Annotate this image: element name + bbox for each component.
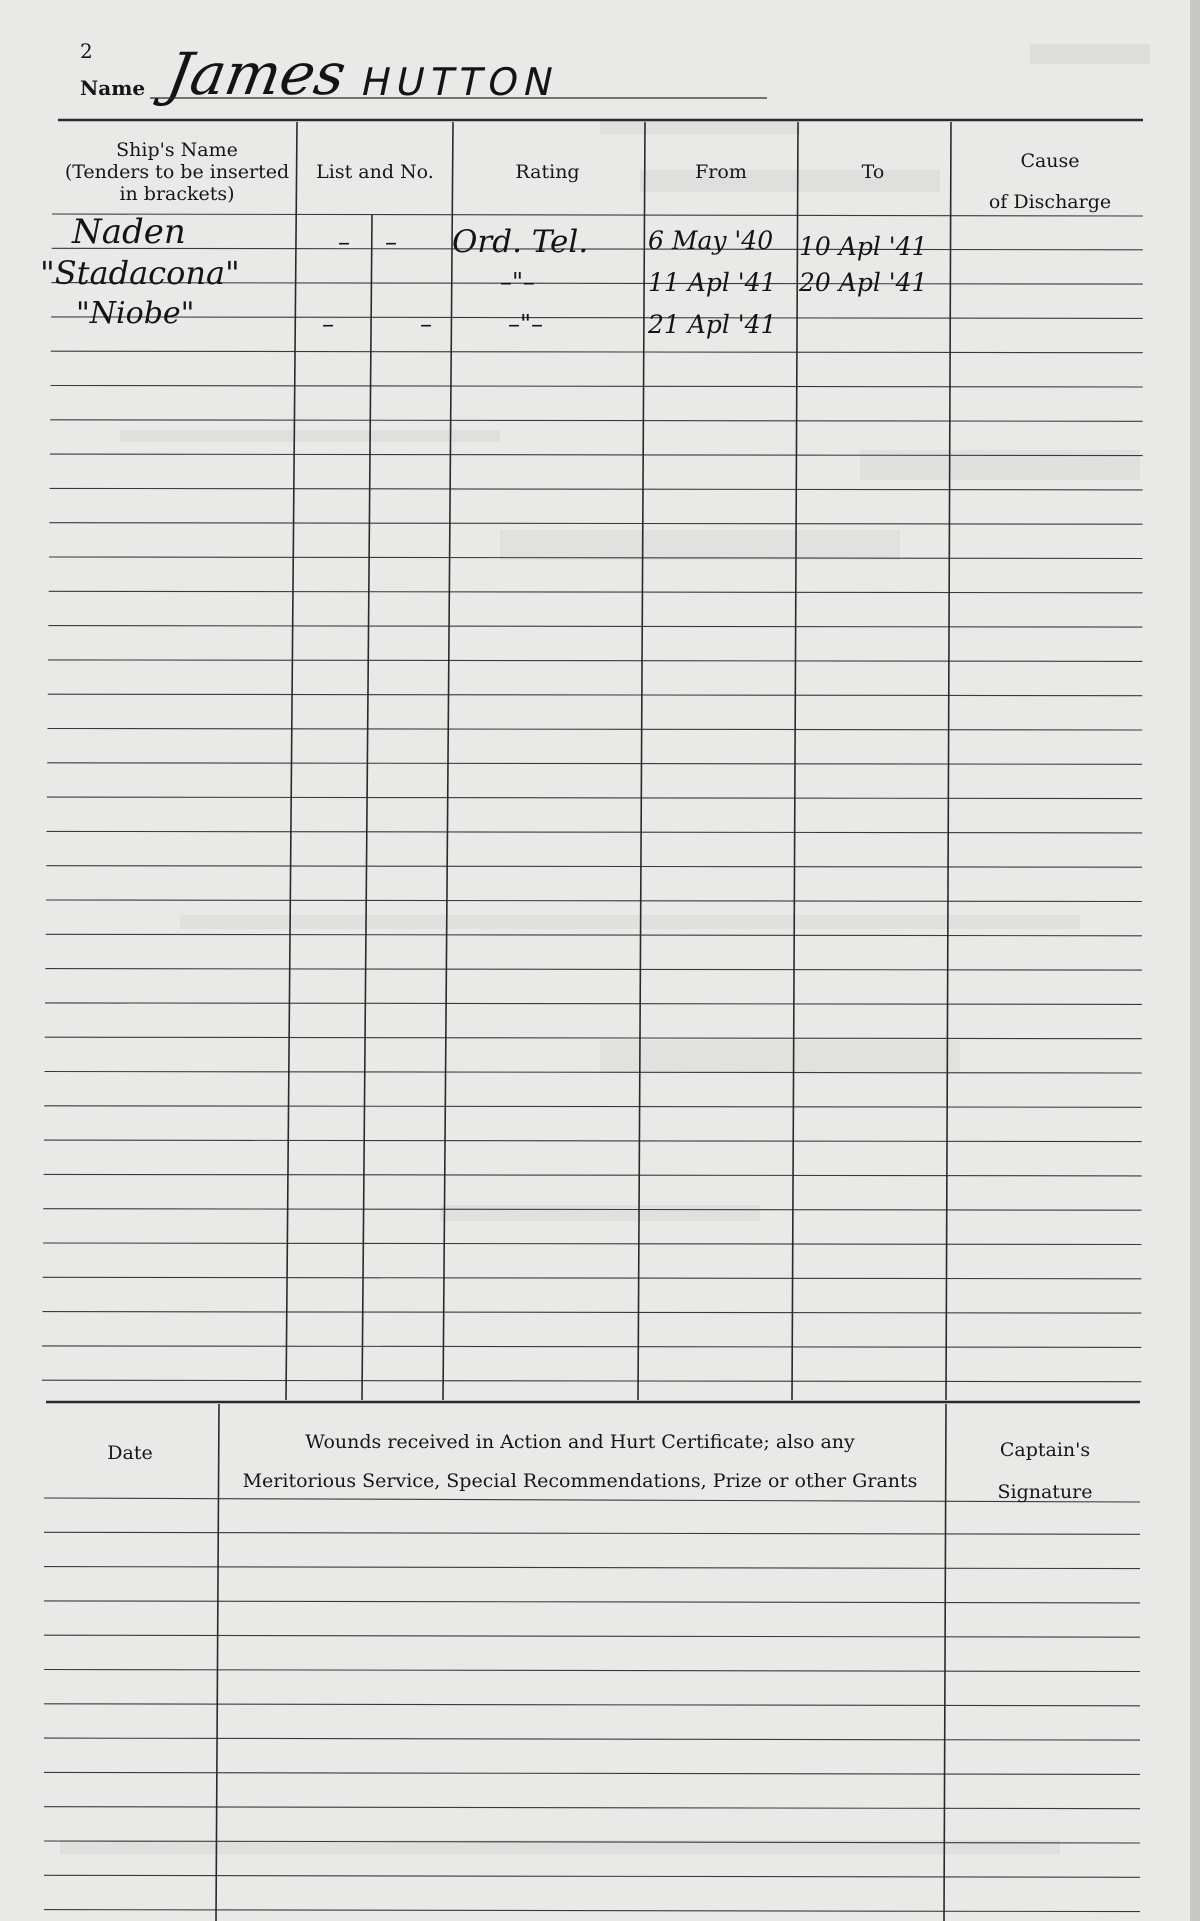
ruled-line xyxy=(46,934,1142,936)
ruled-line xyxy=(44,1910,1140,1912)
ruled-line xyxy=(44,1704,1140,1706)
row3-rating: –"– xyxy=(508,310,544,338)
ruled-line xyxy=(45,969,1142,971)
ruled-line xyxy=(48,626,1142,628)
row1-no: – xyxy=(385,228,397,256)
header-captains-signature xyxy=(950,1429,1140,1513)
header-to: To xyxy=(861,161,885,183)
row2-from: 11 Apl '41 xyxy=(648,268,777,297)
header-ships-name xyxy=(52,139,302,205)
ruled-line xyxy=(44,1601,1140,1603)
row3-from: 21 Apl '41 xyxy=(648,310,777,339)
ruled-line xyxy=(44,1841,1140,1843)
header-rating: Rating xyxy=(515,161,580,183)
row3-list: – xyxy=(322,310,334,338)
ruled-line xyxy=(47,831,1143,833)
ruled-line xyxy=(44,1174,1142,1176)
ruled-line xyxy=(46,866,1142,868)
ruled-line xyxy=(50,488,1143,490)
name-label: Name xyxy=(80,76,146,100)
ruled-line xyxy=(42,1380,1142,1382)
ruled-line xyxy=(45,1072,1142,1074)
row2-ship: "Stadacona" xyxy=(40,254,240,292)
ruled-line xyxy=(44,1532,1140,1534)
ruled-line xyxy=(44,1106,1142,1108)
ruled-line xyxy=(44,1635,1140,1637)
header-ships-name-line2: (Tenders to be inserted xyxy=(64,161,290,183)
ruled-line xyxy=(50,454,1143,456)
row1-ship: Naden xyxy=(72,212,186,252)
name-last-handwritten: HUTTON xyxy=(357,60,564,104)
page-number: 2 xyxy=(80,39,93,63)
ruled-line xyxy=(48,694,1143,696)
ruled-line xyxy=(45,1037,1142,1039)
header-cause-line2: of Discharge xyxy=(988,191,1112,213)
ruled-line xyxy=(44,1807,1140,1809)
ruled-line xyxy=(49,523,1142,525)
row3-ship: "Niobe" xyxy=(76,296,195,331)
ruled-line xyxy=(43,1243,1142,1245)
row1-to: 10 Apl '41 xyxy=(799,232,928,261)
ruled-line xyxy=(51,386,1143,388)
row1-list: – xyxy=(338,228,350,256)
ruled-line xyxy=(50,420,1143,422)
ruled-line xyxy=(49,557,1143,559)
row2-rating: –"– xyxy=(500,268,536,296)
header-cause-line1: Cause xyxy=(1020,150,1080,172)
ruled-line xyxy=(48,729,1143,731)
row3-no: – xyxy=(420,310,432,338)
ruled-line xyxy=(43,1209,1141,1211)
ruled-line xyxy=(47,763,1142,765)
header-wounds xyxy=(220,1423,940,1501)
header-list-and-no: List and No. xyxy=(316,161,434,183)
ruled-line xyxy=(44,1772,1140,1774)
ruled-line xyxy=(49,591,1143,593)
row1-from: 6 May '40 xyxy=(648,226,774,255)
header-ships-name-line3: in brackets) xyxy=(119,183,235,205)
ruled-line xyxy=(44,1875,1140,1877)
header-from: From xyxy=(695,161,747,183)
header-ships-name-line1: Ship's Name xyxy=(116,139,238,161)
row2-to: 20 Apl '41 xyxy=(799,268,928,297)
ruled-line xyxy=(44,1140,1142,1142)
ruled-line xyxy=(44,1670,1140,1672)
ruled-line xyxy=(48,660,1142,662)
ruled-line xyxy=(44,1738,1140,1740)
name-first-handwritten: James xyxy=(162,40,351,108)
ruled-line xyxy=(47,797,1142,799)
header-signature-line2: Signature xyxy=(997,1481,1093,1503)
ruled-line xyxy=(43,1277,1142,1279)
header-date: Date xyxy=(107,1442,153,1464)
ruled-line xyxy=(45,1003,1142,1005)
header-wounds-line1: Wounds received in Action and Hurt Certificate; also any xyxy=(305,1431,855,1453)
ruled-line xyxy=(44,1567,1140,1569)
ruled-line xyxy=(51,351,1143,353)
ruled-line xyxy=(42,1346,1141,1348)
header-wounds-line2: Meritorious Service, Special Recommendations, Prize or other Grants xyxy=(242,1470,918,1492)
header-cause-of-discharge xyxy=(950,141,1150,223)
header-signature-line1: Captain's xyxy=(999,1439,1091,1461)
ruled-line xyxy=(46,900,1142,902)
ruled-line xyxy=(42,1312,1141,1314)
row1-rating: Ord. Tel. xyxy=(452,224,589,260)
